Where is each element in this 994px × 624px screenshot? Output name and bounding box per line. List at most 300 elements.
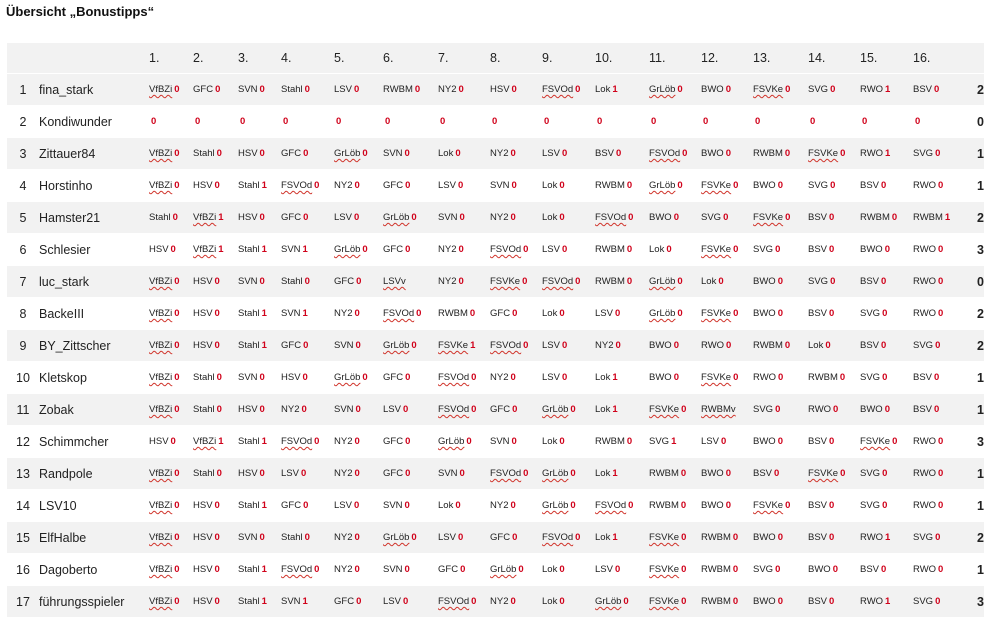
tip-cell <box>238 458 281 490</box>
tip-points: 0 <box>457 532 464 543</box>
tip-team: Stahl <box>238 596 260 607</box>
tip-points: 0 <box>170 436 176 447</box>
table-row <box>7 234 984 266</box>
tip-team: RWBM <box>808 372 838 383</box>
tip-team: GrLöb <box>649 276 676 287</box>
tip-cell <box>649 74 701 106</box>
tip-team: Stahl <box>281 276 303 287</box>
total-points: 2 <box>967 74 984 106</box>
tip-points: 0 <box>259 276 265 287</box>
tip-team: FSVKe <box>753 500 784 511</box>
tip-cell <box>334 586 383 618</box>
tip-team: LSV <box>542 340 560 351</box>
table-row <box>7 426 984 458</box>
tip-points: 0 <box>830 84 836 95</box>
tip-cell <box>913 202 967 234</box>
tip-cell <box>808 74 860 106</box>
tip-points: 0 <box>216 148 222 159</box>
tip-cell <box>913 522 967 554</box>
tip-points: 0 <box>304 532 310 543</box>
tip-team: BWO <box>753 532 776 543</box>
tip-team: SVG <box>860 500 881 511</box>
tip-team: HSV <box>193 500 213 511</box>
tip-points: 0 <box>523 340 529 351</box>
tip-points: 1 <box>261 340 267 351</box>
tip-team: BWO <box>649 212 672 223</box>
tip-points: 0 <box>938 180 944 191</box>
tip-team: NY2 <box>595 340 614 351</box>
tip-cell <box>149 522 193 554</box>
tip-points: 1 <box>218 436 224 447</box>
tip-cell <box>238 362 281 394</box>
tip-points: 0 <box>404 148 410 159</box>
tip-team: Stahl <box>281 532 303 543</box>
tip-cell <box>808 522 860 554</box>
tip-team: HSV <box>193 276 213 287</box>
tip-cell <box>860 426 913 458</box>
tip-points: 0 <box>511 84 517 95</box>
tip-team: LSV <box>383 404 401 415</box>
tip-points: 0 <box>777 180 783 191</box>
tip-cell <box>913 394 967 426</box>
column-header: 8. <box>490 43 542 74</box>
tip-team: SVG <box>860 308 881 319</box>
tip-team: FSVOd <box>595 212 627 223</box>
tip-team: FSVKe <box>649 532 680 543</box>
rank-cell: 12 <box>7 426 39 458</box>
tip-points: 0 <box>354 532 360 543</box>
tip-points: 0 <box>934 372 940 383</box>
tip-team: NY2 <box>334 564 353 575</box>
tip-cell <box>542 74 595 106</box>
player-name: LSV10 <box>39 490 149 522</box>
tip-team: BSV <box>913 404 933 415</box>
tip-cell <box>542 394 595 426</box>
tip-points: 0 <box>214 340 220 351</box>
tip-cell <box>281 554 334 586</box>
tip-points: 1 <box>261 180 267 191</box>
tip-cell <box>595 554 649 586</box>
tip-points: 0 <box>354 564 360 575</box>
tip-cell <box>383 394 438 426</box>
rank-cell: 6 <box>7 234 39 266</box>
tip-cell <box>701 362 753 394</box>
tip-points: 1 <box>218 212 224 223</box>
tip-cell <box>438 586 490 618</box>
tip-cell <box>860 266 913 298</box>
tip-points: 0 <box>458 244 464 255</box>
tip-points: 0 <box>544 116 550 127</box>
tip-cell <box>913 458 967 490</box>
tip-team: GrLöb <box>649 180 676 191</box>
tip-points: 0 <box>195 116 201 127</box>
tip-team: RWBM <box>701 532 731 543</box>
tip-points: 0 <box>775 404 781 415</box>
tip-points: 1 <box>218 244 224 255</box>
tip-team: Stahl <box>238 308 260 319</box>
tip-points: 0 <box>938 308 944 319</box>
tip-team: RWBM <box>649 468 679 479</box>
tip-points: 0 <box>881 340 887 351</box>
tip-cell <box>334 330 383 362</box>
tip-cell <box>281 458 334 490</box>
tip-cell <box>595 490 649 522</box>
tip-cell <box>490 202 542 234</box>
tip-points: 0 <box>934 84 940 95</box>
tip-cell <box>913 362 967 394</box>
tip-points: 0 <box>440 116 446 127</box>
tip-cell <box>542 234 595 266</box>
tip-cell <box>542 586 595 618</box>
tip-cell <box>238 426 281 458</box>
tip-cell <box>281 298 334 330</box>
table-row <box>7 394 984 426</box>
tip-cell <box>281 362 334 394</box>
tip-team: SVG <box>913 532 934 543</box>
tip-cell <box>542 522 595 554</box>
tip-cell <box>753 362 808 394</box>
tip-team: GFC <box>281 212 302 223</box>
tip-cell <box>334 170 383 202</box>
tip-cell <box>193 170 238 202</box>
player-name: Dagoberto <box>39 554 149 586</box>
tip-team: Lok <box>595 532 611 543</box>
tip-team: HSV <box>238 404 258 415</box>
tip-cell <box>490 554 542 586</box>
tip-team: NY2 <box>438 276 457 287</box>
tip-points: 0 <box>628 500 634 511</box>
tip-cell <box>238 330 281 362</box>
tip-points: 0 <box>833 404 839 415</box>
tip-team: RWBM <box>383 84 413 95</box>
tip-team: RWBM <box>753 148 783 159</box>
tip-team: RWBM <box>595 276 625 287</box>
tip-points: 0 <box>404 500 410 511</box>
tip-points: 0 <box>777 308 783 319</box>
tip-cell <box>490 170 542 202</box>
tip-team: FSVOd <box>438 404 470 415</box>
tip-cell <box>542 170 595 202</box>
tip-team: FSVOd <box>542 532 574 543</box>
tip-points: 1 <box>470 340 476 351</box>
tip-cell <box>281 426 334 458</box>
rank-cell: 14 <box>7 490 39 522</box>
tip-points: 0 <box>628 212 634 223</box>
tip-cell <box>753 586 808 618</box>
tip-cell <box>701 138 753 170</box>
tip-team: FSVKe <box>649 564 680 575</box>
tip-points: 0 <box>214 180 220 191</box>
tip-points: 0 <box>216 404 222 415</box>
tip-points: 0 <box>882 308 888 319</box>
tip-team: GFC <box>383 244 404 255</box>
tip-points: 0 <box>151 116 157 127</box>
tip-team: LSVv <box>383 276 406 287</box>
tip-points: 0 <box>492 116 498 127</box>
tip-points: 0 <box>626 180 633 191</box>
tip-cell <box>238 554 281 586</box>
tip-points: 0 <box>680 500 687 511</box>
tip-points: 0 <box>725 500 731 511</box>
tip-cell <box>753 522 808 554</box>
tip-cell <box>595 234 649 266</box>
tip-cell <box>149 234 193 266</box>
tip-team: VfBZi <box>149 148 173 159</box>
tip-cell <box>193 426 238 458</box>
tip-team: BSV <box>860 564 880 575</box>
tip-points: 0 <box>616 148 622 159</box>
tip-team: HSV <box>193 564 213 575</box>
tip-cell <box>149 74 193 106</box>
tip-cell <box>913 586 967 618</box>
tip-points: 0 <box>471 372 477 383</box>
total-points: 1 <box>967 554 984 586</box>
tip-cell <box>701 234 753 266</box>
tip-points: 0 <box>891 212 898 223</box>
tip-cell <box>238 490 281 522</box>
tip-points: 0 <box>174 468 180 479</box>
tip-cell <box>860 490 913 522</box>
column-header: 10. <box>595 43 649 74</box>
tip-cell <box>238 266 281 298</box>
tip-cell <box>808 394 860 426</box>
tip-team: Lok <box>701 276 717 287</box>
tip-team: BSV <box>753 468 773 479</box>
tip-points: 0 <box>471 596 477 607</box>
tip-points: 0 <box>626 276 633 287</box>
tip-cell <box>649 138 701 170</box>
tip-team: BWO <box>753 276 776 287</box>
tip-team: BSV <box>913 84 933 95</box>
tip-cell <box>753 426 808 458</box>
tip-team: LSV <box>383 596 401 607</box>
tip-cell <box>913 266 967 298</box>
tip-cell <box>238 234 281 266</box>
tip-team: FSVOd <box>490 340 522 351</box>
tip-team: FSVKe <box>808 148 839 159</box>
tip-cell <box>334 554 383 586</box>
tip-team: GFC <box>438 564 459 575</box>
tip-team: Stahl <box>238 436 260 447</box>
tip-cell <box>753 298 808 330</box>
rank-cell: 11 <box>7 394 39 426</box>
tip-cell <box>542 106 595 138</box>
tip-points: 0 <box>892 436 898 447</box>
player-name: Zittauer84 <box>39 138 149 170</box>
tip-points: 0 <box>681 596 687 607</box>
tip-points: 0 <box>522 276 528 287</box>
tip-points: 0 <box>559 212 565 223</box>
tip-team: BSV <box>913 372 933 383</box>
tip-points: 0 <box>785 212 791 223</box>
tip-points: 0 <box>523 244 529 255</box>
tip-team: GrLöb <box>438 436 465 447</box>
table-row <box>7 298 984 330</box>
tip-team: GFC <box>334 276 355 287</box>
tip-points: 1 <box>885 532 891 543</box>
tip-cell <box>383 138 438 170</box>
tip-cell <box>383 74 438 106</box>
tip-team: BSV <box>808 500 828 511</box>
player-name: Kondiwunder <box>39 106 149 138</box>
tip-points: 0 <box>259 84 265 95</box>
tip-team: Lok <box>649 244 665 255</box>
tip-cell <box>595 458 649 490</box>
tip-cell <box>808 138 860 170</box>
total-points: 1 <box>967 394 984 426</box>
tip-cell <box>383 234 438 266</box>
tip-cell <box>701 202 753 234</box>
tip-points: 1 <box>261 436 267 447</box>
tip-cell <box>438 554 490 586</box>
tip-points: 0 <box>259 468 265 479</box>
tip-points: 0 <box>402 596 409 607</box>
column-header: 4. <box>281 43 334 74</box>
tip-cell <box>595 426 649 458</box>
tip-cell <box>808 554 860 586</box>
tip-team: FSVOd <box>649 148 681 159</box>
tip-team: RWO <box>860 532 884 543</box>
tip-team: RWBM <box>649 500 679 511</box>
tip-points: 0 <box>457 180 464 191</box>
tip-cell <box>281 394 334 426</box>
tip-cell <box>808 266 860 298</box>
table-row <box>7 554 984 586</box>
tip-team: NY2 <box>334 468 353 479</box>
tip-points: 0 <box>559 308 565 319</box>
tip-cell <box>149 586 193 618</box>
tip-team: SVN <box>334 404 354 415</box>
tip-points: 0 <box>934 404 940 415</box>
rank-cell: 10 <box>7 362 39 394</box>
tip-cell <box>281 586 334 618</box>
tip-cell <box>383 522 438 554</box>
tip-team: NY2 <box>438 244 457 255</box>
total-points: 1 <box>967 490 984 522</box>
tip-team: LSV <box>542 244 560 255</box>
tip-team: BWO <box>753 436 776 447</box>
tip-points: 0 <box>411 532 417 543</box>
tip-cell <box>595 394 649 426</box>
tip-points: 0 <box>215 84 221 95</box>
tip-team: GFC <box>281 500 302 511</box>
tip-cell <box>701 298 753 330</box>
tip-cell <box>238 394 281 426</box>
tip-team: Lok <box>438 148 454 159</box>
rank-cell: 4 <box>7 170 39 202</box>
tip-cell <box>595 202 649 234</box>
tip-cell <box>701 458 753 490</box>
tip-cell <box>438 138 490 170</box>
tip-points: 0 <box>725 148 731 159</box>
tip-cell <box>438 522 490 554</box>
tip-cell <box>238 522 281 554</box>
tip-team: FSVOd <box>383 308 415 319</box>
player-name: Schlesier <box>39 234 149 266</box>
tip-cell <box>281 106 334 138</box>
tip-cell <box>595 170 649 202</box>
tip-team: Stahl <box>149 212 171 223</box>
tip-team: FSVOd <box>438 372 470 383</box>
tip-points: 0 <box>172 212 178 223</box>
tip-points: 0 <box>336 116 342 127</box>
tip-points: 0 <box>775 244 781 255</box>
tip-points: 0 <box>240 116 246 127</box>
tip-team: BSV <box>808 436 828 447</box>
tip-points: 0 <box>259 372 265 383</box>
tip-team: FSVOd <box>490 468 522 479</box>
tip-points: 0 <box>681 532 687 543</box>
column-header: 13. <box>753 43 808 74</box>
tip-points: 0 <box>884 244 890 255</box>
tip-cell <box>383 298 438 330</box>
header-row <box>7 43 984 74</box>
tip-points: 0 <box>938 564 944 575</box>
tip-team: SVG <box>808 180 829 191</box>
tip-team: RWO <box>860 148 884 159</box>
tip-points: 0 <box>559 180 565 191</box>
tip-cell <box>490 458 542 490</box>
tip-team: SVG <box>808 276 829 287</box>
tip-team: SVN <box>490 436 510 447</box>
tip-points: 0 <box>559 436 565 447</box>
tip-cell <box>808 458 860 490</box>
tip-team: Lok <box>595 468 611 479</box>
tip-team: FSVKe <box>490 276 521 287</box>
tip-team: LSV <box>701 436 719 447</box>
tip-points: 0 <box>718 276 724 287</box>
tip-cell <box>334 458 383 490</box>
tip-team: RWBM <box>438 308 468 319</box>
rank-cell: 8 <box>7 298 39 330</box>
tip-cell <box>193 554 238 586</box>
tip-cell <box>542 426 595 458</box>
tip-team: FSVOd <box>438 596 470 607</box>
tip-points: 1 <box>261 308 267 319</box>
tip-points: 0 <box>559 564 565 575</box>
tip-points: 0 <box>301 404 307 415</box>
tip-points: 0 <box>777 596 783 607</box>
tip-team: NY2 <box>490 372 509 383</box>
tip-points: 0 <box>174 596 180 607</box>
tip-points: 0 <box>469 308 476 319</box>
tip-cell <box>281 202 334 234</box>
tip-points: 0 <box>512 308 518 319</box>
tip-points: 0 <box>455 500 461 511</box>
rank-cell: 17 <box>7 586 39 618</box>
tip-cell <box>193 362 238 394</box>
tip-team: GrLöb <box>334 244 361 255</box>
tip-team: RWO <box>913 308 937 319</box>
tip-cell <box>438 266 490 298</box>
tip-points: 0 <box>174 564 180 575</box>
tip-points: 0 <box>682 148 688 159</box>
tip-points: 0 <box>362 372 368 383</box>
tip-cell <box>808 170 860 202</box>
tip-points: 0 <box>935 340 941 351</box>
tip-points: 0 <box>881 180 887 191</box>
column-header: 6. <box>383 43 438 74</box>
tip-team: RWBM <box>595 244 625 255</box>
tip-points: 0 <box>283 116 289 127</box>
tip-points: 0 <box>840 148 846 159</box>
table-row <box>7 458 984 490</box>
tip-team: HSV <box>193 180 213 191</box>
tip-team: VfBZi <box>149 340 173 351</box>
tip-team: BWO <box>649 340 672 351</box>
tip-team: RWO <box>913 276 937 287</box>
player-name: BackeIII <box>39 298 149 330</box>
